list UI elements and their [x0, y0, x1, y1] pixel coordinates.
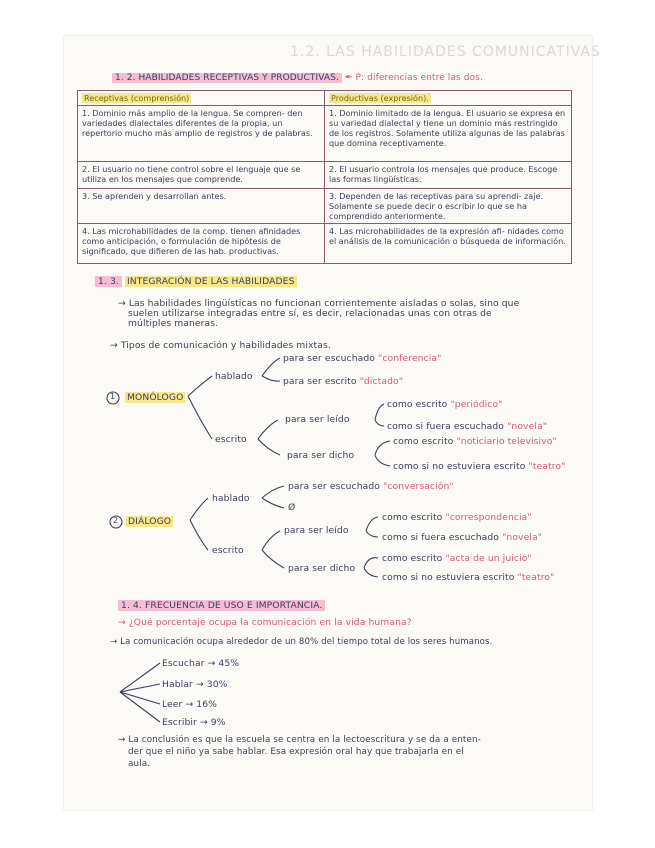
bullet-line: suelen utilizarse integradas entre sí, es decir, relacionadas unas con otras de — [128, 308, 492, 319]
node-leido: para ser leído — [284, 525, 349, 536]
section-title-highlight: 1. 2. HABILIDADES RECEPTIVAS Y PRODUCTIVAS. — [112, 73, 342, 83]
leaf-h1: para ser escuchado "conversación" — [288, 481, 454, 492]
section-number: 1. 3. — [95, 276, 122, 287]
table-cell: 3. Dependen de las receptivas para su aprendi- zaje. Solamente se puede decir o escribir lo que se ha comprendido anteriormente. — [325, 189, 572, 224]
table-cell: 1. Dominio más amplio de la lengua. Se compren- den variedades dialectales diferentes de la propia, un repertorio mucho más amplio de registros y de palabras. — [78, 106, 325, 162]
bullet-line: → La comunicación ocupa alrededor de un 80% del tiempo total de los seres humanos. — [110, 637, 493, 647]
table-cell: 2. El usuario controla los mensajes que produce. Escoge las formas lingüísticas. — [325, 162, 572, 189]
table-header-receptivas: Receptivas (comprensión) — [78, 91, 325, 106]
leaf-l2: como si fuera escuchado "novela" — [382, 532, 543, 543]
node-escrito: escrito — [215, 434, 247, 445]
ghost-header: 1.2. LAS HABILIDADES COMUNICATIVAS — [290, 44, 601, 60]
table-header-productivas: Productivas (expresión). — [325, 91, 572, 106]
branch-line — [375, 404, 384, 426]
leaf-d1: como escrito "acta de un juicio" — [382, 553, 532, 564]
dialogo-number: 2 — [113, 516, 119, 525]
branch-line — [262, 486, 284, 508]
leaf-l2: como si fuera escuchado "novela" — [387, 421, 548, 432]
branch-line — [366, 517, 378, 537]
leaf-h2: Ø — [288, 502, 296, 513]
node-hablado: hablado — [212, 493, 250, 504]
leaf-l1: como escrito "periódico" — [387, 399, 503, 410]
bullet-line: → Las habilidades lingüísticas no funcionan corrientemente aisladas o solas, sino que — [118, 298, 520, 309]
conclusion-line: der que el niño ya sabe hablar. Esa expresión oral hay que trabajarla en el — [128, 747, 464, 757]
leaf-h2: para ser escrito "dictado" — [283, 376, 404, 387]
branch-line — [364, 558, 378, 577]
node-leido: para ser leído — [285, 414, 350, 425]
frequency-item: Escribir → 9% — [162, 717, 226, 728]
section-title: INTEGRACIÓN DE LAS HABILIDADES — [126, 276, 295, 287]
node-dicho: para ser dicho — [287, 450, 355, 461]
pencil-icon: ✒ — [344, 73, 353, 83]
section-note: P: diferencias entre las dos. — [355, 73, 483, 83]
table-cell: 4. Las microhabilidades de la comp. tienen afinidades como anticipación, o formulación de hipótesis de significado, que difieren de las hab. productivas. — [78, 224, 325, 264]
leaf-d2: como si no estuviera escrito "teatro" — [393, 461, 566, 472]
bullet-line: → Tipos de comunicación y habilidades mixtas. — [110, 340, 331, 351]
section-1-4-title: 1. 4. FRECUENCIA DE USO E IMPORTANCIA. — [118, 600, 325, 611]
table-cell: 1. Dominio limitado de la lengua. El usuario se expresa en su variedad dialectal y tiene un dominio más restringido de los registros. Solamente utiliza algunas de las palabras que domina receptivamente. — [325, 106, 572, 162]
table-cell: 3. Se aprenden y desarrollan antes. — [78, 189, 325, 224]
branch-line — [120, 663, 160, 722]
dialogo-label: DIÁLOGO — [128, 516, 172, 527]
leaf-h1: para ser escuchado "conferencia" — [283, 353, 442, 364]
branch-line — [188, 376, 212, 439]
monologo-number: 1 — [110, 392, 116, 401]
frequency-item: Leer → 16% — [162, 699, 217, 710]
conclusion-line: aula. — [128, 759, 151, 769]
frequency-item: Hablar → 30% — [162, 679, 228, 690]
leaf-d1: como escrito "noticiario televisivo" — [393, 436, 557, 447]
branch-line — [262, 531, 284, 568]
bullet-line: múltiples maneras. — [128, 318, 219, 329]
leaf-d2: como si no estuviera escrito "teatro" — [382, 572, 555, 583]
branch-line — [190, 498, 208, 550]
leaf-l1: como escrito "correspondencia" — [382, 512, 532, 523]
node-escrito: escrito — [212, 545, 244, 556]
branch-line — [375, 441, 390, 466]
question-line: → ¿Qué porcentaje ocupa la comunicación en la vida humana? — [118, 617, 412, 628]
branch-line — [262, 358, 280, 381]
node-dicho: para ser dicho — [288, 563, 356, 574]
node-hablado: hablado — [215, 371, 253, 382]
conclusion-line: → La conclusión es que la escuela se centra en la lectoescritura y se da a enten- — [118, 735, 481, 745]
table-cell: 4. Las microhabilidades de la expresión afi- nidades como el análisis de la comunicación o búsqueda de información. — [325, 224, 572, 264]
table-cell: 2. El usuario no tiene control sobre el lenguaje que se utiliza en los mensajes que comprende. — [78, 162, 325, 189]
monologo-label: MONÓLOGO — [127, 392, 184, 403]
frequency-item: Escuchar → 45% — [162, 658, 240, 669]
branch-line — [258, 420, 280, 455]
